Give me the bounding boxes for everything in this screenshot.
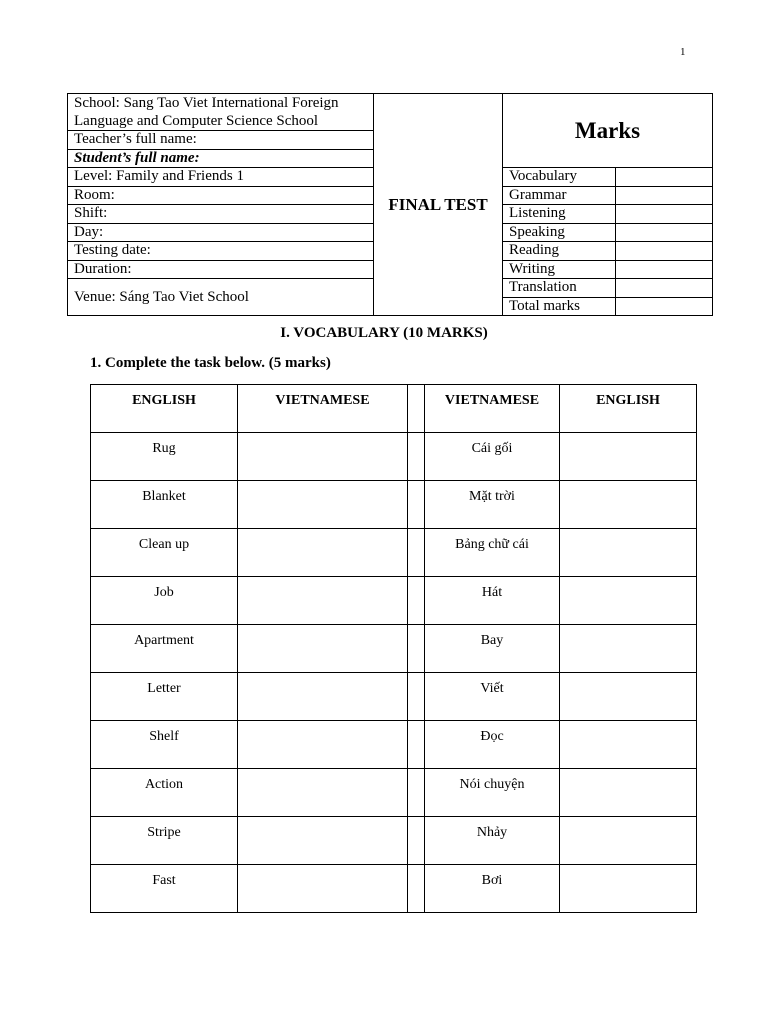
vocab-table <box>90 384 697 913</box>
english-word: Letter <box>91 673 238 721</box>
english-answer-blank[interactable] <box>560 433 697 481</box>
spacer-cell <box>408 721 425 769</box>
header-english-left: ENGLISH <box>91 385 238 433</box>
header-vietnamese-right: VIETNAMESE <box>425 385 560 433</box>
spacer-cell <box>408 625 425 673</box>
english-answer-blank[interactable] <box>560 577 697 625</box>
vietnamese-word: Cái gối <box>425 433 560 481</box>
english-answer-blank[interactable] <box>560 721 697 769</box>
english-word: Job <box>91 577 238 625</box>
vietnamese-answer-blank[interactable] <box>238 529 408 577</box>
school-name: School: Sang Tao Viet International Foreign Language and Computer Science School <box>68 94 374 131</box>
mark-label-listening: Listening <box>503 205 616 224</box>
english-word: Rug <box>91 433 238 481</box>
mark-value-grammar <box>616 186 713 205</box>
mark-label-translation: Translation <box>503 279 616 298</box>
mark-label-writing: Writing <box>503 260 616 279</box>
table-row <box>91 625 697 673</box>
english-word: Stripe <box>91 817 238 865</box>
vocab-body <box>91 433 697 913</box>
english-word: Clean up <box>91 529 238 577</box>
spacer-cell <box>408 817 425 865</box>
english-answer-blank[interactable] <box>560 673 697 721</box>
vietnamese-word: Viết <box>425 673 560 721</box>
vietnamese-word: Bơi <box>425 865 560 913</box>
table-row <box>91 865 697 913</box>
header-table <box>67 93 713 316</box>
vietnamese-word: Bay <box>425 625 560 673</box>
final-test-title: FINAL TEST <box>374 94 503 316</box>
vietnamese-answer-blank[interactable] <box>238 625 408 673</box>
student-name-field: Student’s full name: <box>68 149 374 168</box>
english-word: Blanket <box>91 481 238 529</box>
room-field: Room: <box>68 186 374 205</box>
table-row <box>91 721 697 769</box>
table-row <box>91 577 697 625</box>
spacer-cell <box>408 865 425 913</box>
mark-value-total <box>616 297 713 316</box>
english-word: Fast <box>91 865 238 913</box>
page-number: 1 <box>680 46 686 58</box>
mark-label-speaking: Speaking <box>503 223 616 242</box>
vietnamese-answer-blank[interactable] <box>238 721 408 769</box>
vietnamese-word: Nói chuyện <box>425 769 560 817</box>
vietnamese-answer-blank[interactable] <box>238 481 408 529</box>
mark-value-translation <box>616 279 713 298</box>
mark-value-speaking <box>616 223 713 242</box>
section-title: I. VOCABULARY (10 MARKS) <box>280 325 488 341</box>
vietnamese-word: Đọc <box>425 721 560 769</box>
table-row <box>91 481 697 529</box>
spacer-cell <box>408 385 425 433</box>
task-title: 1. Complete the task below. (5 marks) <box>90 355 331 371</box>
vietnamese-answer-blank[interactable] <box>238 673 408 721</box>
table-row <box>91 673 697 721</box>
vietnamese-word: Bảng chữ cái <box>425 529 560 577</box>
spacer-cell <box>408 433 425 481</box>
day-field: Day: <box>68 223 374 242</box>
vietnamese-answer-blank[interactable] <box>238 817 408 865</box>
mark-value-listening <box>616 205 713 224</box>
vietnamese-word: Nhảy <box>425 817 560 865</box>
mark-value-writing <box>616 260 713 279</box>
header-english-right: ENGLISH <box>560 385 697 433</box>
shift-field: Shift: <box>68 205 374 224</box>
mark-label-grammar: Grammar <box>503 186 616 205</box>
vietnamese-answer-blank[interactable] <box>238 433 408 481</box>
testing-date-field: Testing date: <box>68 242 374 261</box>
english-word: Shelf <box>91 721 238 769</box>
level-field: Level: Family and Friends 1 <box>68 168 374 187</box>
mark-label-total: Total marks <box>503 297 616 316</box>
table-row <box>91 769 697 817</box>
vietnamese-answer-blank[interactable] <box>238 577 408 625</box>
mark-label-reading: Reading <box>503 242 616 261</box>
table-row <box>91 817 697 865</box>
table-row <box>91 529 697 577</box>
venue-field: Venue: Sáng Tao Viet School <box>68 279 374 316</box>
marks-title: Marks <box>503 94 713 168</box>
header-vietnamese-left: VIETNAMESE <box>238 385 408 433</box>
duration-field: Duration: <box>68 260 374 279</box>
english-word: Apartment <box>91 625 238 673</box>
english-answer-blank[interactable] <box>560 625 697 673</box>
english-answer-blank[interactable] <box>560 481 697 529</box>
english-answer-blank[interactable] <box>560 529 697 577</box>
vietnamese-word: Mặt trời <box>425 481 560 529</box>
english-answer-blank[interactable] <box>560 817 697 865</box>
mark-value-vocabulary <box>616 168 713 187</box>
spacer-cell <box>408 769 425 817</box>
english-answer-blank[interactable] <box>560 769 697 817</box>
spacer-cell <box>408 529 425 577</box>
teacher-name-field: Teacher’s full name: <box>68 131 374 150</box>
vietnamese-answer-blank[interactable] <box>238 769 408 817</box>
mark-label-vocabulary: Vocabulary <box>503 168 616 187</box>
spacer-cell <box>408 481 425 529</box>
english-word: Action <box>91 769 238 817</box>
spacer-cell <box>408 673 425 721</box>
mark-value-reading <box>616 242 713 261</box>
vietnamese-word: Hát <box>425 577 560 625</box>
table-row <box>91 433 697 481</box>
spacer-cell <box>408 577 425 625</box>
english-answer-blank[interactable] <box>560 865 697 913</box>
vietnamese-answer-blank[interactable] <box>238 865 408 913</box>
